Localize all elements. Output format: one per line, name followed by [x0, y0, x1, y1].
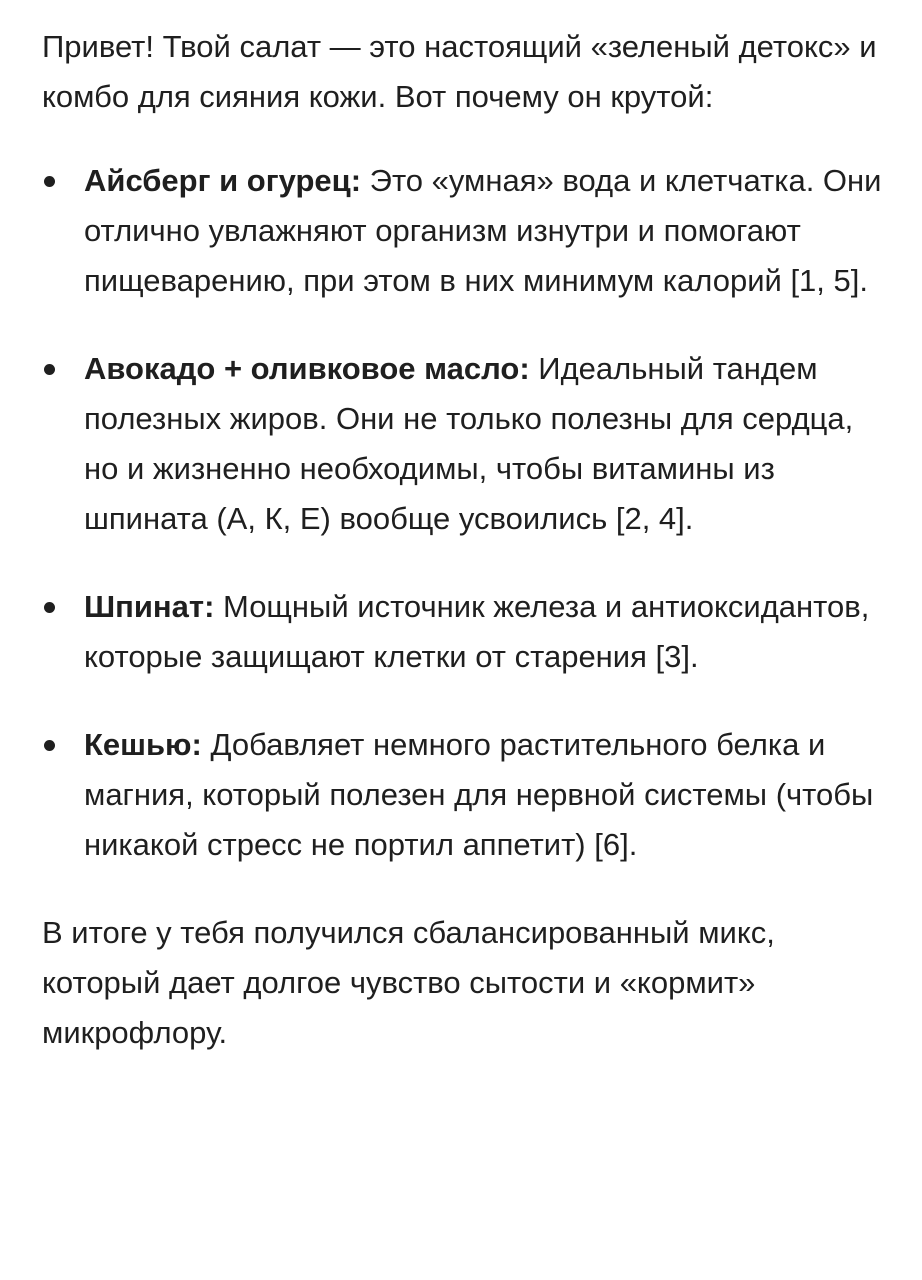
list-item	[42, 582, 882, 682]
item-title: Шпинат:	[84, 589, 215, 624]
bullet-icon	[44, 364, 55, 375]
intro-paragraph: Привет! Твой салат — это настоящий «зеленый детокс» и комбо для сияния кожи. Вот почему он крутой:	[42, 29, 877, 114]
item-text: Мощный источник железа и антиоксидантов, которые защищают клетки от старения [3].	[84, 589, 870, 674]
item-text: Идеальный тандем полезных жиров. Они не только полезны для сердца, но и жизненно необходимы, чтобы витамины из шпината (А, К, Е) вообще усвоились [2, 4].	[84, 351, 854, 536]
item-title: Авокадо + оливковое масло:	[84, 351, 530, 386]
bullet-icon	[44, 176, 55, 187]
list-item	[42, 156, 882, 306]
item-title: Кешью:	[84, 727, 202, 762]
outro-paragraph: В итоге у тебя получился сбалансированный микс, который дает долгое чувство сытости и «кормит» микрофлору.	[42, 915, 775, 1050]
list-item	[42, 344, 882, 544]
list-item	[42, 720, 882, 870]
bullet-icon	[44, 740, 55, 751]
item-text: Это «умная» вода и клетчатка. Они отлично увлажняют организм изнутри и помогают пищеварению, при этом в них минимум калорий [1, 5].	[84, 163, 882, 298]
item-text: Добавляет немного растительного белка и магния, который полезен для нервной системы (чтобы никакой стресс не портил аппетит) [6].	[84, 727, 874, 862]
benefits-list	[42, 156, 882, 870]
item-title: Айсберг и огурец:	[84, 163, 362, 198]
bullet-icon	[44, 602, 55, 613]
